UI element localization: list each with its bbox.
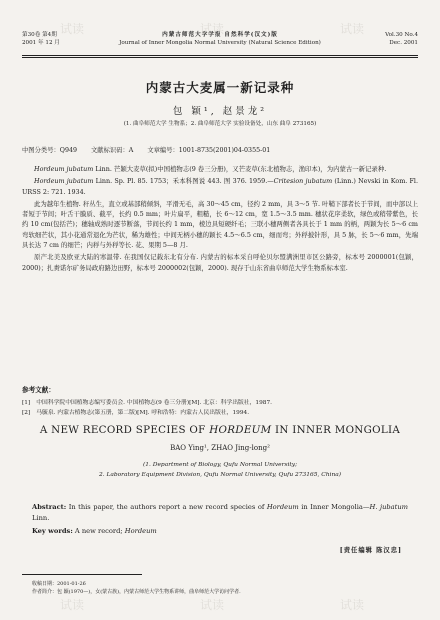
footnotes xyxy=(32,580,418,596)
header-rule xyxy=(22,55,418,56)
header-volume: 第30卷 第4期 2001 年 12 月 xyxy=(22,32,60,46)
english-authors: BAO Ying¹, ZHAO Jing-long² xyxy=(170,444,270,452)
author-bio: 作者简介：包 颖(1970—)，女(蒙古族)，内蒙古师范大学生物系讲师，曲阜师范大学访问学者. xyxy=(32,589,241,595)
english-title: A NEW RECORD SPECIES OF HORDEUM IN INNER MONGOLIA xyxy=(39,424,401,436)
header-journal: 内蒙古师范大学学报 自然科学(汉文)版 Journal of Inner Mongolia Normal University (Natural Science Edition) xyxy=(119,32,321,46)
paper-authors: 包 颖¹, 赵景龙² xyxy=(172,106,268,117)
clc-number: 中图分类号：Q949 xyxy=(22,147,77,154)
classification-line xyxy=(22,145,418,154)
body-paragraph: 原产北美及欧亚大陆的寒温带. 在我国仅记载东北有分布. 内蒙古的标本采自呼伦贝尔盟满洲里市区公路旁，标本号 2000001(包颖，2000)；扎赉诺尔矿务局政府路边田野，标本号 2000002(包颖，2000). 现存于山东省曲阜师范大学生物系标本室. xyxy=(22,253,418,272)
body-paragraph: 此为越年生植物. 秆丛生，直立或基部稍倾斜，平滑无毛，高 30～45 cm，径约 2 mm，具 3～5 节. 叶鞘下部者长于节间，而中部以上者短于节间；叶舌干膜质、截平，长约 0.5 mm；叶片扁平，粗糙，长 6～12 cm，宽 1.5～3.5 mm. 穗状花序柔软，绿色或稍带紫色，长约 10 cm(包括芒)；穗轴成熟时逐节断落，节间长约 1 mm，棱边具短硬纤毛；三联小穗两侧者各具长于 1 mm 的柄，两颖为长 5～6 cm 弯软细芒状，其小花通常退化为芒状，稀为雄性；中间无柄小穗的颖长 4.5～6.5 cm，细而弯；外稃披针形，具 5 脉，长 5～6 mm，先端具长达 7 cm 的细芒；内稃与外稃等长. 花、果期 5—8 月. xyxy=(22,199,418,250)
references-list xyxy=(22,398,418,418)
header-rule-thin xyxy=(22,57,418,58)
english-keywords: Key words: A new record; Hordeum xyxy=(32,527,157,535)
watermark-text: 试读 xyxy=(340,22,365,36)
paper-title: 内蒙古大麦属一新记录种 xyxy=(145,80,295,95)
watermark-text: 试读 xyxy=(60,22,85,36)
references-heading: 参考文献： xyxy=(22,386,55,394)
header-issue: Vol.30 No.4 Dec. 2001 xyxy=(385,32,418,46)
footnote-rule xyxy=(22,574,142,575)
received-date: 收稿日期：2001-01-26 xyxy=(32,581,86,587)
english-affiliation: (1. Department of Biology, Qufu Normal University; 2. Laboratory Equipment Division, Qufu Normal University, Qufu 273165, China) xyxy=(98,462,342,478)
article-number: 文章编号：1001-8735(2001)04-0355-01 xyxy=(147,147,271,154)
document-code: 文献标识码：A xyxy=(90,147,134,154)
english-abstract: Abstract: In this paper, the authors report a new record species of Hordeum in Inner Mongolia—H. jubatum Linn. xyxy=(32,503,408,522)
body-text xyxy=(22,164,418,275)
watermark-text: 试读 xyxy=(200,598,225,612)
body-paragraph: Hordeum jubatum Linn. 芒颖大麦草(拟)中国植物志(9 卷三分册)，又芒麦草(东北植物志，渔印本)，为内蒙古一新记录种. xyxy=(34,165,387,173)
paper-affiliation: (1. 曲阜师范大学 生物系；2. 曲阜师范大学 实验设备处，山东 曲阜 273165) xyxy=(123,121,317,127)
responsible-editor: [责任编辑 陈汉忠] xyxy=(339,547,402,554)
watermark-text: 试读 xyxy=(60,598,85,612)
reference-item: [2] 马毓泉. 内蒙古植物志(第五册，第二版)[M]. 呼和浩特：内蒙古人民出版社，1994. xyxy=(22,410,250,416)
reference-item: [1] 中国科学院中国植物志编写委员会. 中国植物志(9 卷三分册)[M]. 北京：科学出版社，1987. xyxy=(22,400,272,406)
body-paragraph: Hordeum jubatum Linn. Sp. Pl. 85. 1753；禾本科图说 443. 图 376. 1959.—Critesion jubatum (Linn.) Nevski in Kom. Fl. URSS 2: 721. 1934. xyxy=(22,177,418,196)
watermark-text: 试读 xyxy=(340,598,365,612)
watermark-text: 试读 xyxy=(200,22,225,36)
